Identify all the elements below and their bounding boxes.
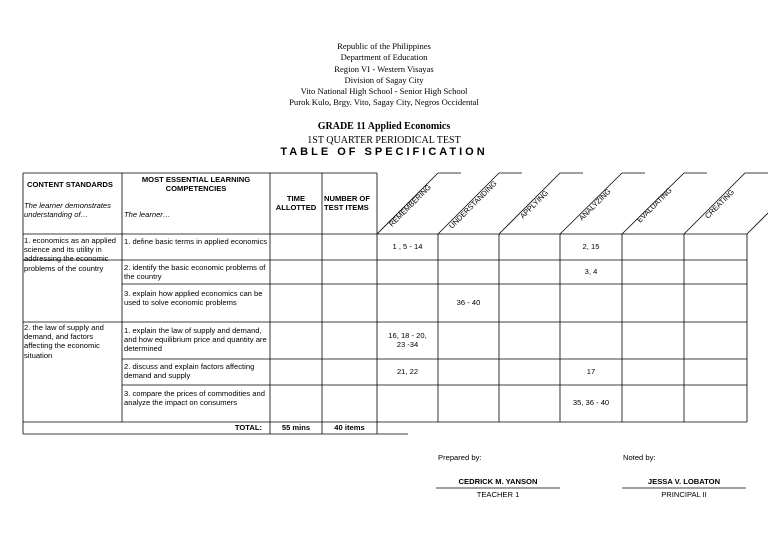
header-line: Region VI - Western Visayas (334, 63, 434, 74)
content-standard-2: 2. the law of supply and demand, and factors affecting the economic situation (24, 323, 104, 360)
total-items: 40 items (334, 423, 365, 432)
level-header-applying: APPLYING (518, 188, 551, 221)
level-header-understanding: UNDERSTANDING (447, 178, 499, 231)
page-title: TABLE OF SPECIFICATION (280, 146, 488, 158)
row1-analyzing: 2, 15 (582, 242, 600, 251)
competency-4: 1. explain the law of supply and demand, and how equilibrium price and quantity are determined (124, 326, 267, 354)
row1-remembering: 1 , 5 - 14 (392, 242, 423, 251)
competency-6: 3. compare the prices of commodities and analyze the impact on consumers (124, 389, 265, 408)
noted-by-title: PRINCIPAL II (661, 490, 707, 499)
header-line: Vito National High School - Senior High School (300, 86, 468, 97)
total-time: 55 mins (281, 423, 311, 432)
content-standards-subheader: The learner demonstrates understanding of… (24, 201, 111, 220)
noted-by-name: JESSA V. LOBATON (647, 477, 721, 486)
content-standard-1: 1. economics as an applied science and its utility in addressing the economic problems of the country (24, 236, 117, 273)
row4-remembering: 16, 18 - 20, 23 -34 (388, 331, 427, 350)
level-header-creating: CREATING (703, 187, 737, 221)
header-line: Division of Sagay City (344, 74, 424, 85)
level-header-evaluating: EVALUATING (635, 185, 674, 225)
melc-header: MOST ESSENTIAL LEARNING COMPETENCIES (141, 175, 251, 194)
row5-remembering: 21, 22 (396, 367, 419, 376)
quarter-title: 1ST QUARTER PERIODICAL TEST (307, 135, 461, 146)
header-line: Republic of the Philippines (337, 41, 431, 51)
prepared-by-title: TEACHER 1 (476, 490, 520, 499)
competency-2: 2. identify the basic economic problems of the country (124, 263, 266, 282)
noted-by-label: Noted by: (623, 453, 656, 462)
row2-analyzing: 3, 4 (584, 267, 598, 276)
row6-analyzing: 35, 36 - 40 (572, 398, 610, 407)
melc-subheader: The learner… (124, 210, 171, 219)
prepared-by-name: CEDRICK M. YANSON (458, 477, 538, 486)
competency-3: 3. explain how applied economics can be used to solve economic problems (124, 289, 263, 308)
header-line: Purok Kulo, Brgy. Vito, Sagay City, Negros Occidental (289, 97, 479, 108)
level-header-remembering: REMEMBERING (387, 182, 433, 229)
competency-1: 1. define basic terms in applied economics (124, 237, 268, 246)
row5-analyzing: 17 (586, 367, 596, 376)
time-allotted-header: TIME ALLOTTED (275, 194, 317, 213)
total-label: TOTAL: (234, 423, 262, 432)
level-header-analyzing: ANALYZING (577, 186, 613, 223)
prepared-by-label: Prepared by: (438, 453, 482, 462)
competency-5: 2. discuss and explain factors affecting demand and supply (124, 362, 255, 381)
grade-subject-title: GRADE 11 Applied Economics (317, 121, 451, 132)
header-line: Department of Education (340, 52, 428, 63)
test-items-header: NUMBER OF TEST ITEMS (324, 194, 370, 213)
content-standards-header: CONTENT STANDARDS (27, 180, 113, 189)
row3-understanding: 36 - 40 (456, 298, 481, 307)
